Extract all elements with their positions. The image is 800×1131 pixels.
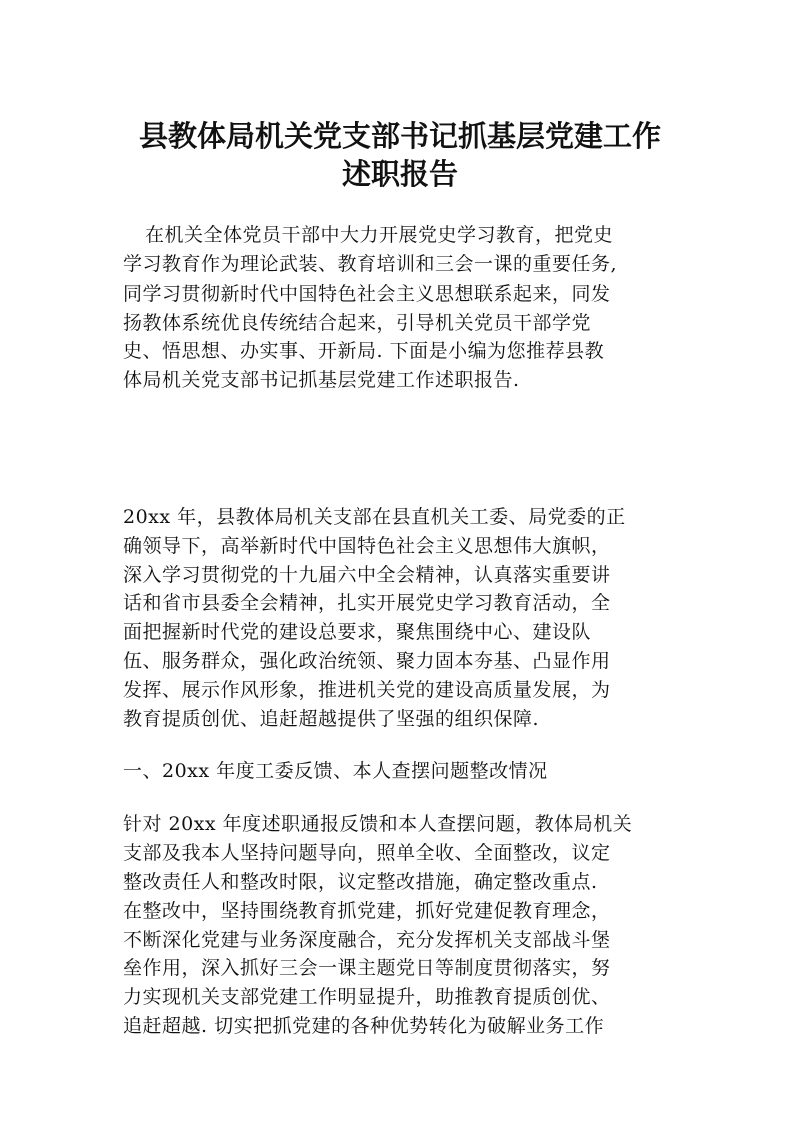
body-line: 深入学习贯彻党的十九届六中全会精神，认真落实重要讲 <box>123 564 611 586</box>
body-line: 不断深化党建与业务深度融合，充分发挥机关支部战斗堡 <box>123 929 611 951</box>
body-line: 针对 20xx 年度述职通报反馈和本人查摆问题，教体局机关 <box>123 813 633 835</box>
intro-line: 体局机关党支部书记抓基层党建工作述职报告. <box>123 369 520 391</box>
body-line: 发挥、展示作风形象，推进机关党的建设高质量发展，为 <box>123 679 611 701</box>
intro-line: 学习教育作为理论武装、教育培训和三会一课的重要任务, <box>123 253 618 275</box>
body-line: 面把握新时代党的建设总要求，聚焦围绕中心、建设队 <box>123 621 592 643</box>
body-line: 垒作用，深入抓好三会一课主题党日等制度贯彻落实，努 <box>123 957 611 979</box>
body-line: 在整改中，坚持围绕教育抓党建，抓好党建促教育理念， <box>123 900 611 922</box>
body-line: 确领导下，高举新时代中国特色社会主义思想伟大旗帜， <box>123 535 611 557</box>
intro-line: 史、悟思想、办实事、开新局. 下面是小编为您推荐县教 <box>123 340 605 362</box>
document-title-line-2: 述职报告 <box>341 157 458 191</box>
section-heading: 一、20xx 年度工委反馈、本人查摆问题整改情况 <box>123 760 548 782</box>
body-line: 20xx 年，县教体局机关支部在县直机关工委、局党委的正 <box>123 506 626 528</box>
body-line: 支部及我本人坚持问题导向，照单全收、全面整改，议定 <box>123 842 611 864</box>
body-line: 追赶超越. 切实把抓党建的各种优势转化为破解业务工作 <box>123 1015 605 1037</box>
body-line: 教育提质创优、追赶超越提供了坚强的组织保障. <box>123 708 540 730</box>
body-line: 力实现机关支部党建工作明显提升，助推教育提质创优、 <box>123 986 611 1008</box>
body-line: 整改责任人和整改时限，议定整改措施，确定整改重点. <box>123 871 598 893</box>
intro-line: 在机关全体党员干部中大力开展党史学习教育，把党史 <box>145 224 614 246</box>
document-title-line-1: 县教体局机关党支部书记抓基层党建工作 <box>138 119 661 153</box>
intro-line: 同学习贯彻新时代中国特色社会主义思想联系起来，同发 <box>123 283 611 305</box>
intro-line: 扬教体系统优良传统结合起来，引导机关党员干部学党 <box>123 312 592 334</box>
body-line: 话和省市县委全会精神，扎实开展党史学习教育活动，全 <box>123 592 611 614</box>
body-line: 伍、服务群众，强化政治统领、聚力固本夯基、凸显作用 <box>123 650 611 672</box>
